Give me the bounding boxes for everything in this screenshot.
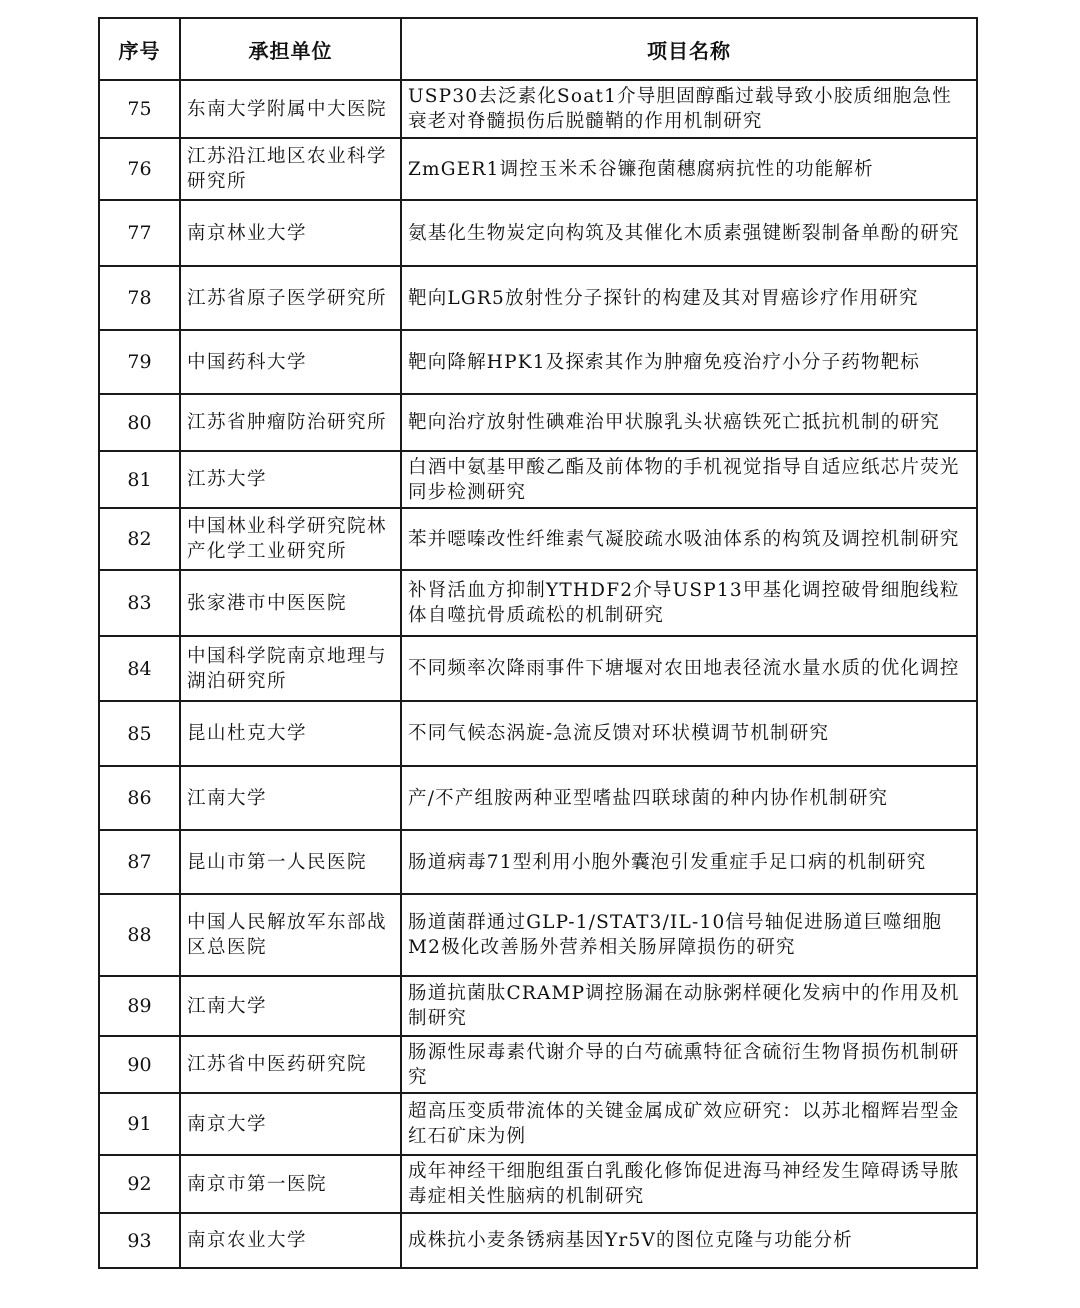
row-unit: 昆山杜克大学 [180,701,401,766]
row-number: 84 [99,636,180,701]
row-project-name: 不同频率次降雨事件下塘堰对农田地表径流水量水质的优化调控 [401,636,977,701]
row-number: 79 [99,330,180,394]
row-unit: 南京林业大学 [180,200,401,266]
row-number: 75 [99,80,180,138]
row-unit: 中国科学院南京地理与湖泊研究所 [180,636,401,701]
row-unit: 江苏省原子医学研究所 [180,266,401,330]
row-number: 90 [99,1036,180,1093]
row-number: 88 [99,894,180,976]
row-unit: 中国药科大学 [180,330,401,394]
row-project-name: 超高压变质带流体的关键金属成矿效应研究：以苏北榴辉岩型金红石矿床为例 [401,1093,977,1155]
table-row [99,766,977,830]
row-project-name: 氨基化生物炭定向构筑及其催化木质素强键断裂制备单酚的研究 [401,200,977,266]
row-unit: 南京市第一医院 [180,1155,401,1213]
row-project-name: 肠道抗菌肽CRAMP调控肠漏在动脉粥样硬化发病中的作用及机制研究 [401,976,977,1036]
row-project-name: 肠源性尿毒素代谢介导的白芍硫熏特征含硫衍生物肾损伤机制研究 [401,1036,977,1093]
table-row [99,330,977,394]
row-project-name: 补肾活血方抑制YTHDF2介导USP13甲基化调控破骨细胞线粒体自噬抗骨质疏松的机制研究 [401,570,977,636]
row-unit: 江南大学 [180,976,401,1036]
row-project-name: 肠道菌群通过GLP-1/STAT3/IL-10信号轴促进肠道巨噬细胞M2极化改善肠外营养相关肠屏障损伤的研究 [401,894,977,976]
table-row [99,894,977,976]
table-row [99,1213,977,1268]
row-number: 77 [99,200,180,266]
row-project-name: 靶向降解HPK1及探索其作为肿瘤免疫治疗小分子药物靶标 [401,330,977,394]
header-project-name: 项目名称 [401,18,977,80]
row-project-name: 不同气候态涡旋-急流反馈对环状模调节机制研究 [401,701,977,766]
table-row [99,1155,977,1213]
row-unit: 中国人民解放军东部战区总医院 [180,894,401,976]
row-number: 80 [99,394,180,451]
table-row [99,508,977,570]
row-number: 85 [99,701,180,766]
row-project-name: ZmGER1调控玉米禾谷镰孢菌穗腐病抗性的功能解析 [401,138,977,200]
row-project-name: 靶向LGR5放射性分子探针的构建及其对胃癌诊疗作用研究 [401,266,977,330]
row-number: 82 [99,508,180,570]
header-row [99,18,977,80]
row-number: 89 [99,976,180,1036]
row-unit: 江南大学 [180,766,401,830]
row-unit: 东南大学附属中大医院 [180,80,401,138]
row-number: 93 [99,1213,180,1268]
table-row [99,394,977,451]
row-project-name: 白酒中氨基甲酸乙酯及前体物的手机视觉指导自适应纸芯片荧光同步检测研究 [401,451,977,508]
table-row [99,200,977,266]
table-row [99,1036,977,1093]
row-unit: 南京大学 [180,1093,401,1155]
row-unit: 江苏沿江地区农业科学研究所 [180,138,401,200]
table-row [99,636,977,701]
row-project-name: 肠道病毒71型利用小胞外囊泡引发重症手足口病的机制研究 [401,830,977,894]
row-unit: 江苏省肿瘤防治研究所 [180,394,401,451]
table-row [99,266,977,330]
row-unit: 昆山市第一人民医院 [180,830,401,894]
row-number: 83 [99,570,180,636]
row-number: 81 [99,451,180,508]
header-undertaking-unit: 承担单位 [180,18,401,80]
row-unit: 中国林业科学研究院林产化学工业研究所 [180,508,401,570]
row-project-name: 产/不产组胺两种亚型嗜盐四联球菌的种内协作机制研究 [401,766,977,830]
row-number: 92 [99,1155,180,1213]
row-number: 86 [99,766,180,830]
header-serial-number: 序号 [99,18,180,80]
table-row [99,451,977,508]
row-project-name: 靶向治疗放射性碘难治甲状腺乳头状癌铁死亡抵抗机制的研究 [401,394,977,451]
project-table [98,17,978,1269]
row-number: 76 [99,138,180,200]
table-row [99,80,977,138]
row-project-name: USP30去泛素化Soat1介导胆固醇酯过载导致小胶质细胞急性衰老对脊髓损伤后脱髓鞘的作用机制研究 [401,80,977,138]
row-unit: 南京农业大学 [180,1213,401,1268]
row-number: 91 [99,1093,180,1155]
row-unit: 江苏省中医药研究院 [180,1036,401,1093]
table-row [99,701,977,766]
table-row [99,570,977,636]
row-number: 87 [99,830,180,894]
row-project-name: 成年神经干细胞组蛋白乳酸化修饰促进海马神经发生障碍诱导脓毒症相关性脑病的机制研究 [401,1155,977,1213]
row-project-name: 成株抗小麦条锈病基因Yr5V的图位克隆与功能分析 [401,1213,977,1268]
row-project-name: 苯并噁嗪改性纤维素气凝胶疏水吸油体系的构筑及调控机制研究 [401,508,977,570]
table-row [99,830,977,894]
table-row [99,976,977,1036]
row-unit: 张家港市中医医院 [180,570,401,636]
row-number: 78 [99,266,180,330]
table-row [99,138,977,200]
table-row [99,1093,977,1155]
row-unit: 江苏大学 [180,451,401,508]
